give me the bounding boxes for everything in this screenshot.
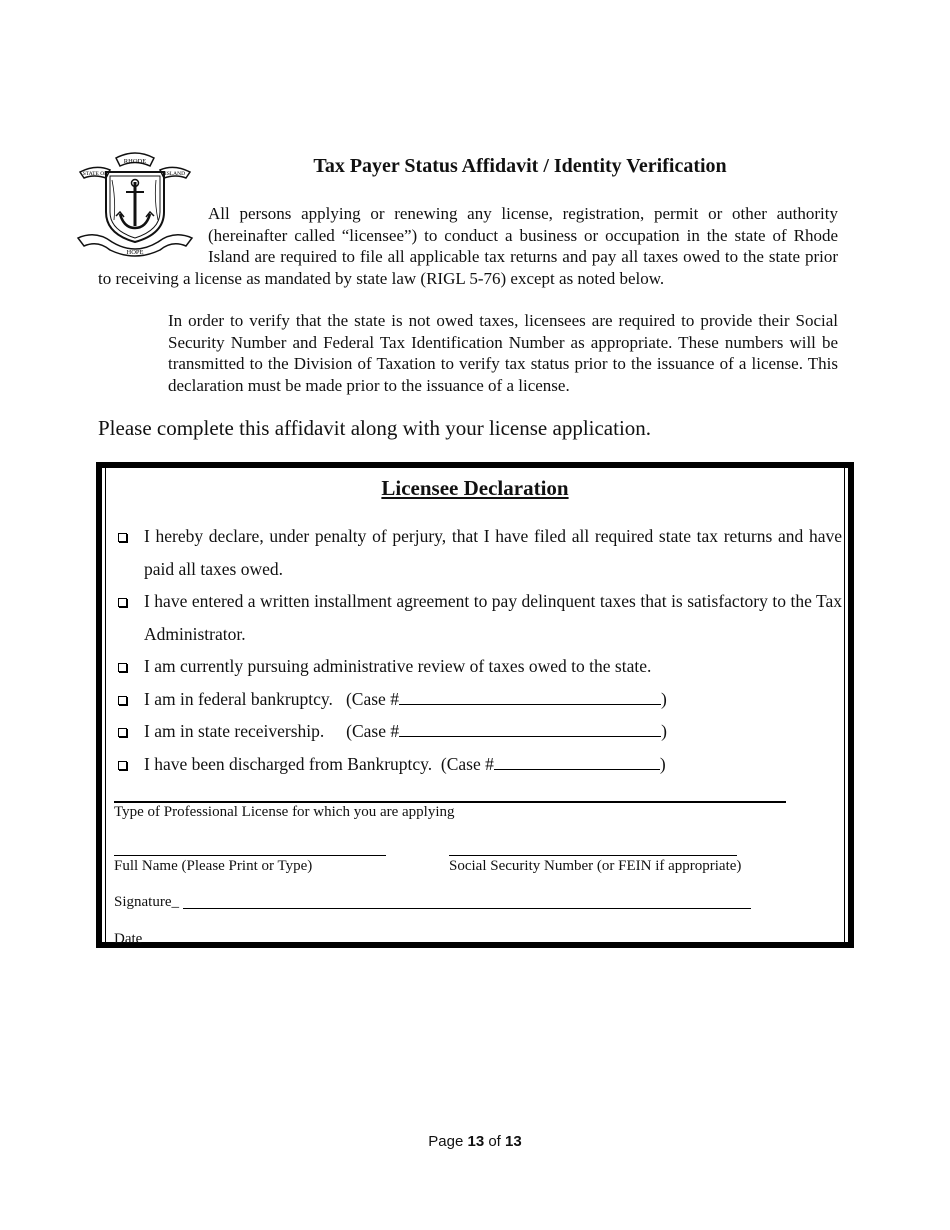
case-number-field[interactable] (494, 753, 660, 770)
svg-text:ISLAND: ISLAND (164, 171, 186, 177)
full-name-line[interactable] (114, 855, 386, 856)
svg-text:RHODE: RHODE (123, 158, 147, 165)
svg-text:STATE OF: STATE OF (82, 171, 108, 177)
checkbox-icon[interactable] (118, 728, 127, 737)
signature-line[interactable] (183, 908, 751, 909)
ssn-label: Social Security Number (or FEIN if appropriate) (449, 858, 742, 874)
svg-text:HOPE: HOPE (126, 249, 144, 256)
declaration-item-state-receivership: I am in state receivership. (Case # ) (112, 715, 842, 748)
checkbox-icon[interactable] (118, 533, 127, 542)
full-name-label: Full Name (Please Print or Type) (114, 858, 313, 874)
checkbox-icon[interactable] (118, 598, 127, 607)
checkbox-icon[interactable] (118, 696, 127, 705)
intro-paragraph (98, 203, 838, 289)
declaration-title: Licensee Declaration (381, 476, 569, 500)
case-number-field[interactable] (399, 688, 661, 705)
checkbox-icon[interactable] (118, 663, 127, 672)
page-title: Tax Payer Status Affidavit / Identity Verification (313, 155, 727, 177)
declaration-inner-frame (105, 468, 845, 947)
instruction-text: Please complete this affidavit along with your license application. (98, 416, 652, 440)
signature-label: Signature_ (114, 894, 179, 910)
declaration-item-federal-bankruptcy: I am in federal bankruptcy. (Case # ) (112, 683, 842, 716)
page-number: Page 13 of 13 (428, 1133, 522, 1150)
declaration-item-installment: I have entered a written installment agreement to pay delinquent taxes that is satisfactory to the Tax Administrator. (112, 585, 842, 650)
declaration-item-admin-review: I am currently pursuing administrative review of taxes owed to the state. (112, 650, 842, 683)
seal-spacer (98, 203, 208, 265)
verification-paragraph: In order to verify that the state is not owed taxes, licensees are required to provide their Social Security Number and Federal Tax Identification Number as appropriate. These numbers will be transmitted to the Division of Taxation to verify tax status prior to the issuance of a license. This declaration must be made prior to the issuance of a license. (168, 311, 838, 395)
intro-paragraph-text: All persons applying or renewing any license, registration, permit or other authority (hereinafter called “licensee”) to conduct a business or occupation in the state of Rhode Island are required to file all applicable tax returns and pay all taxes owed to the state prior to receiving a license as mandated by state law (RIGL 5-76) except as noted below. (98, 204, 838, 288)
declaration-item-discharged-bankruptcy: I have been discharged from Bankruptcy. (Case # ) (112, 748, 842, 781)
date-label: Date (114, 931, 143, 947)
ssn-line[interactable] (449, 855, 737, 856)
license-type-line[interactable] (114, 801, 786, 803)
licensee-declaration-box (96, 462, 854, 948)
case-number-field[interactable] (399, 720, 661, 737)
checkbox-icon[interactable] (118, 761, 127, 770)
date-line[interactable] (145, 945, 389, 947)
declaration-items (112, 520, 842, 780)
declaration-item-filed-returns: I hereby declare, under penalty of perjury, that I have filed all required state tax returns and have paid all taxes owed. (112, 520, 842, 585)
license-type-label: Type of Professional License for which you are applying (114, 804, 455, 820)
